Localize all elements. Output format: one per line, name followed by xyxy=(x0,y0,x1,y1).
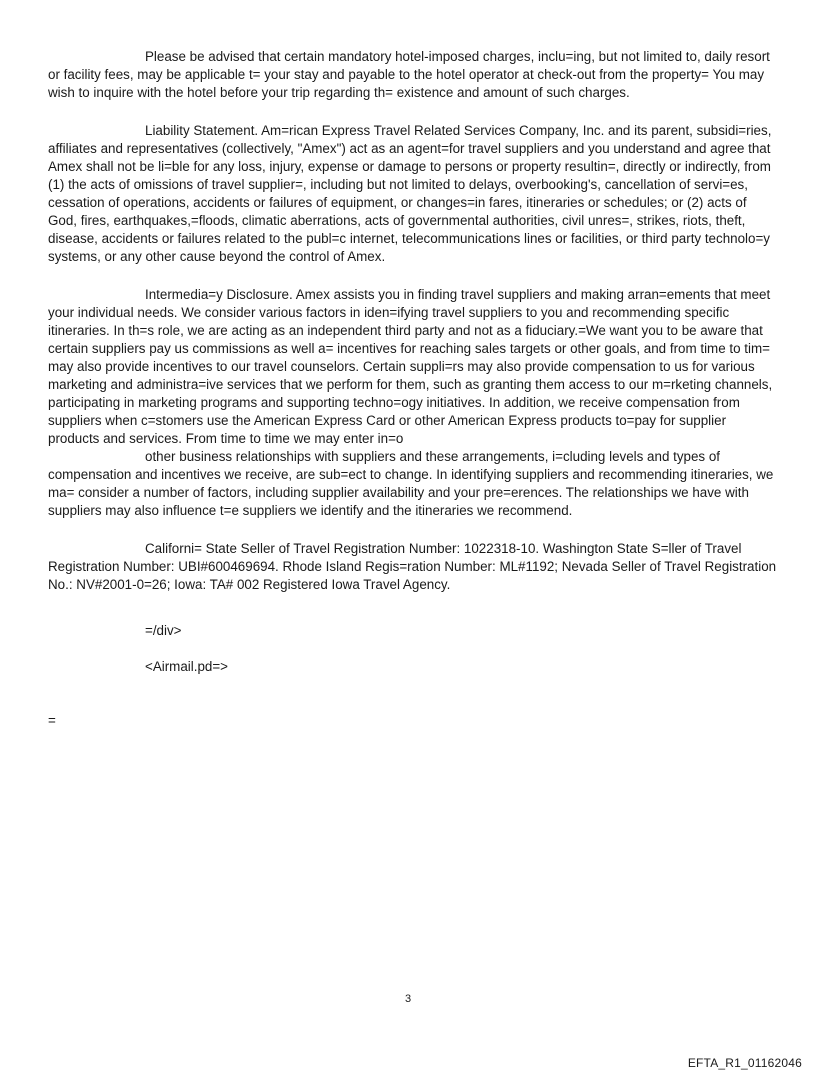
page-number: 3 xyxy=(404,993,412,1005)
hotel-charges-paragraph: Please be advised that certain mandatory hotel-imposed charges, inclu=ing, but not limited to, daily resort or facility fees, may be applicable t= your stay and payable to the hotel operator at check-out from the property= You may wish to inquire with the hotel before your trip regarding th= existence and amount of such charges. xyxy=(48,49,770,100)
document-body xyxy=(48,48,778,614)
bates-number: EFTA_R1_01162046 xyxy=(687,1056,802,1070)
intermediary-continuation-text: compensation and incentives we receive, are sub=ect to change. In identifying suppliers and recommending itineraries, we ma= consider a number of factors, including supplier availability and your pre=erences. The relationships we have with suppliers may also influence t=e suppliers we identify and the itineraries we recommend. xyxy=(48,467,774,518)
div-tag-artifact: =/div> xyxy=(145,623,182,638)
intermediary-disclosure-text: Intermedia=y Disclosure. Amex assists you in finding travel suppliers and making arran=ements that meet your individual needs. We consider various factors in iden=ifying travel suppliers to you and recommending specific itineraries. In th=s role, we are acting as an independent third party and not as a fiduciary.=We want you to be aware that certain suppliers pay us commissions as well a= incentives for reaching sales targets or other goals, and from time to tim= may also provide incentives to our travel counselors. Certain suppli=rs may also provide compensation to us for various marketing and administra=ive services that we perform for them, such as granting them access to our m=rketing channels, participating in marketing programs and supporting techno=ogy initiatives. In addition, we receive compensation from suppliers when c=stomers use the American Express Card or other American Express products to=pay for supplier products and services. From time to time we may enter in=o xyxy=(48,287,773,446)
liability-statement-paragraph: Liability Statement. Am=rican Express Travel Related Services Company, Inc. and its parent, subsidi=ries, affiliates and representatives (collectively, "Amex") act as an agent=for travel suppliers and you understand and agree that Amex shall not be li=ble for any loss, injury, expense or damage to persons or property resultin=, directly or indirectly, from (1) the acts of omissions of travel supplier=, including but not limited to delays, overbooking's, cancellation of servi=es, cessation of operations, accidents or failures of equipment, or changes=in fares, itineraries or schedules; or (2) acts of God, fires, earthquakes,=floods, climatic aberrations, acts of governmental authorities, civil unres=, strikes, riots, theft, disease, accidents or failures related to the publ=c internet, telecommunications lines or facilities, or third party technolo=y systems, or any other cause beyond the control of Amex. xyxy=(48,123,772,264)
airmail-tag-artifact: <Airmail.pd=> xyxy=(145,659,228,674)
intermediary-disclosure-paragraph xyxy=(48,286,778,520)
registration-paragraph: Californi= State Seller of Travel Registration Number: 1022318-10. Washington State S=ller of Travel Registration Number: UBI#600469694. Rhode Island Regis=ration Number: ML#1192; Nevada Seller of Travel Registration No.: NV#2001-0=26; Iowa: TA# 002 Registered Iowa Travel Agency. xyxy=(48,541,777,592)
equals-artifact: = xyxy=(48,713,56,728)
intermediary-continuation-first-line: other business relationships with suppliers and these arrangements, i=cluding levels and types of xyxy=(145,449,721,464)
